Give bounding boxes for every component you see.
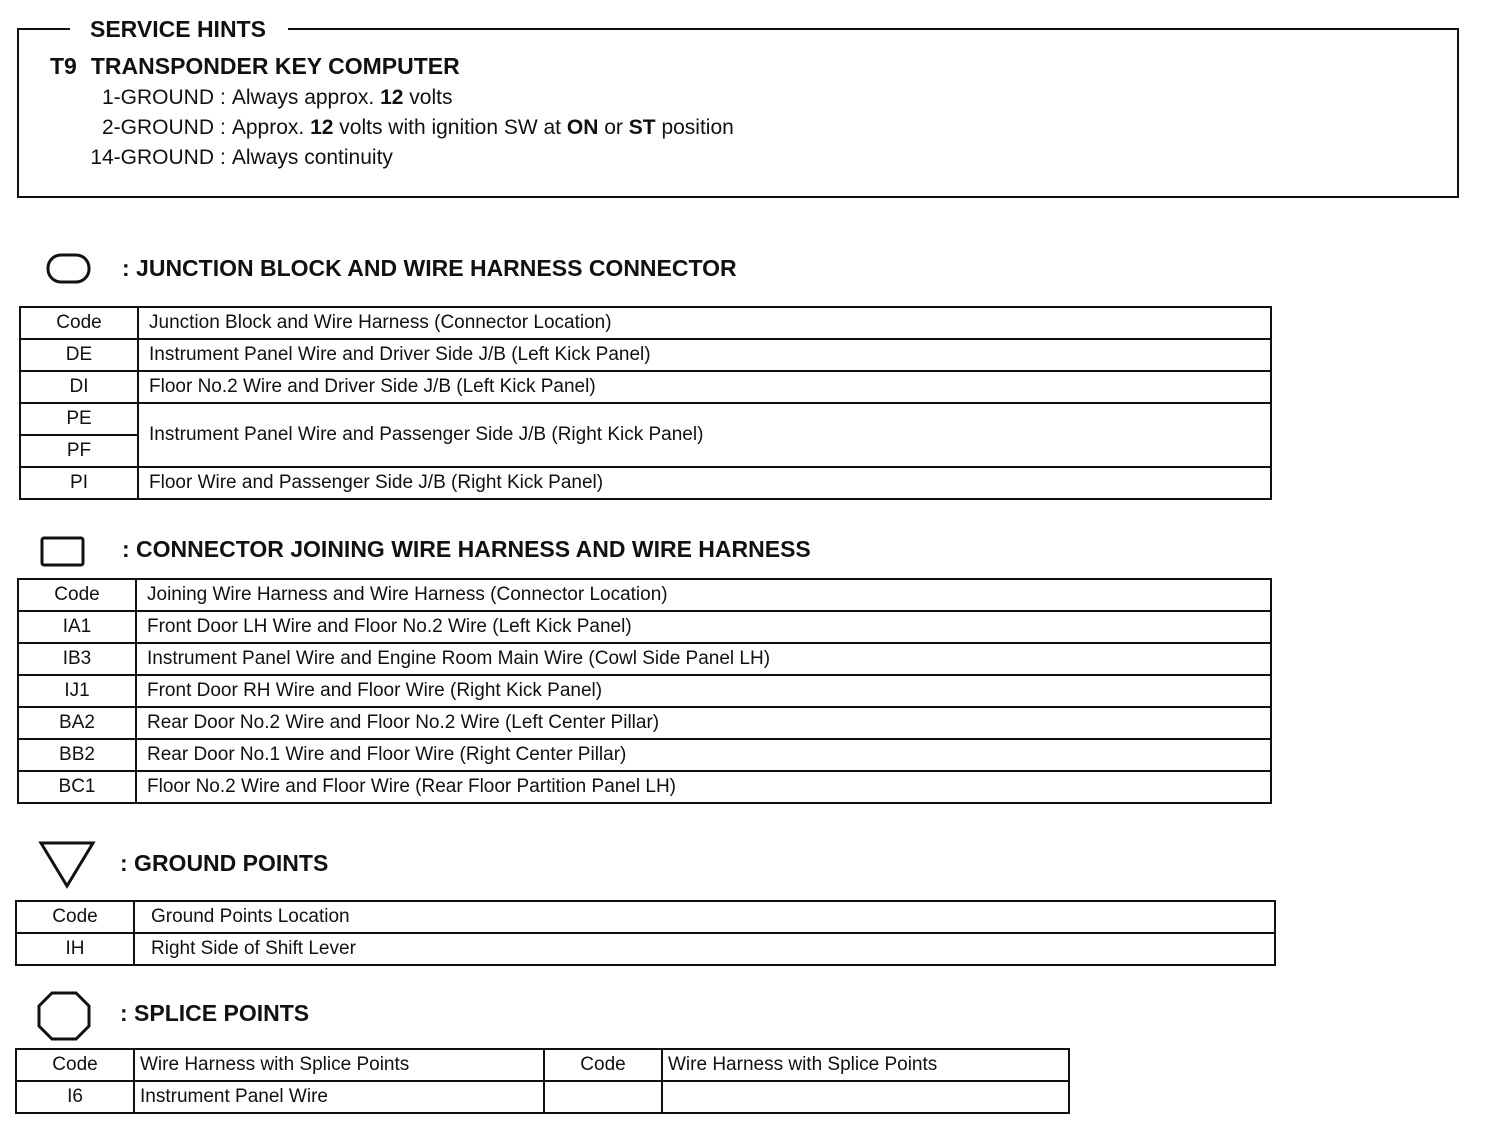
table-row (18, 643, 1271, 675)
junction-table (19, 306, 1272, 500)
component-code: T9 (50, 53, 77, 79)
table-row (20, 467, 1271, 499)
table-header-row (16, 901, 1275, 933)
service-hints-title: SERVICE HINTS (70, 16, 288, 42)
splice-table (15, 1048, 1070, 1114)
row-code: DE (20, 339, 138, 371)
header-desc: Junction Block and Wire Harness (Connector Location) (138, 307, 1271, 339)
splice-octagon-icon (36, 990, 92, 1042)
connector-table (17, 578, 1272, 804)
connector-heading: : CONNECTOR JOINING WIRE HARNESS AND WIRE HARNESS (122, 536, 811, 562)
ground-triangle-icon (38, 840, 96, 890)
hint-line-1: 1-GROUND : Always approx. 12 volts (40, 85, 452, 111)
table-header-row (20, 307, 1271, 339)
header-desc: Ground Points Location (134, 901, 1275, 933)
row-code (544, 1081, 662, 1113)
row-desc: Rear Door No.2 Wire and Floor No.2 Wire (Left Center Pillar) (136, 707, 1271, 739)
header-code: Code (544, 1049, 662, 1081)
hint-pin: 2-GROUND (101, 116, 214, 139)
header-desc: Joining Wire Harness and Wire Harness (Connector Location) (136, 579, 1271, 611)
component-name: TRANSPONDER KEY COMPUTER (90, 53, 460, 79)
header-code: Code (16, 1049, 134, 1081)
table-row (16, 933, 1275, 965)
table-header-row (16, 1049, 1069, 1081)
hint-line-2: 2-GROUND : Approx. 12 volts with ignition SW at ON or ST position (40, 115, 734, 141)
row-desc: Front Door LH Wire and Floor No.2 Wire (Left Kick Panel) (136, 611, 1271, 643)
hint-pin: 1-GROUND (101, 86, 214, 109)
table-row (16, 1081, 1069, 1113)
row-desc: Instrument Panel Wire and Engine Room Main Wire (Cowl Side Panel LH) (136, 643, 1271, 675)
row-code: IJ1 (18, 675, 136, 707)
row-desc: Floor No.2 Wire and Driver Side J/B (Left Kick Panel) (138, 371, 1271, 403)
row-code: PE (20, 403, 138, 435)
row-code: IB3 (18, 643, 136, 675)
table-row (18, 771, 1271, 803)
row-code: DI (20, 371, 138, 403)
table-row (18, 739, 1271, 771)
junction-heading: : JUNCTION BLOCK AND WIRE HARNESS CONNECTOR (122, 255, 737, 281)
row-code: BA2 (18, 707, 136, 739)
row-desc: Floor No.2 Wire and Floor Wire (Rear Floor Partition Panel LH) (136, 771, 1271, 803)
row-code: BC1 (18, 771, 136, 803)
row-desc: Floor Wire and Passenger Side J/B (Right Kick Panel) (138, 467, 1271, 499)
table-row (20, 371, 1271, 403)
row-desc (662, 1081, 1069, 1113)
component-heading (50, 53, 460, 79)
row-code: PI (20, 467, 138, 499)
row-desc: Right Side of Shift Lever (134, 933, 1275, 965)
splice-heading: : SPLICE POINTS (120, 1000, 310, 1026)
row-code: PF (20, 435, 138, 467)
row-desc: Front Door RH Wire and Floor Wire (Right Kick Panel) (136, 675, 1271, 707)
row-code: BB2 (18, 739, 136, 771)
ground-table (15, 900, 1276, 966)
hint-pin: 14-GROUND (90, 146, 214, 169)
table-row (18, 611, 1271, 643)
row-desc: Instrument Panel Wire (134, 1081, 544, 1113)
row-code: IA1 (18, 611, 136, 643)
row-desc: Instrument Panel Wire and Passenger Side J/B (Right Kick Panel) (138, 403, 1271, 467)
table-row (18, 707, 1271, 739)
table-header-row (18, 579, 1271, 611)
row-code: I6 (16, 1081, 134, 1113)
ground-heading: : GROUND POINTS (120, 850, 329, 876)
hint-line-3: 14-GROUND : Always continuity (40, 145, 393, 171)
header-desc: Wire Harness with Splice Points (662, 1049, 1069, 1081)
row-desc: Instrument Panel Wire and Driver Side J/B (Left Kick Panel) (138, 339, 1271, 371)
table-row (20, 403, 1271, 435)
table-row (18, 675, 1271, 707)
header-code: Code (16, 901, 134, 933)
row-code: IH (16, 933, 134, 965)
header-code: Code (18, 579, 136, 611)
junction-block-symbol-icon (46, 252, 92, 286)
connector-symbol-icon (40, 536, 86, 568)
table-row (20, 339, 1271, 371)
header-code: Code (20, 307, 138, 339)
header-desc: Wire Harness with Splice Points (134, 1049, 544, 1081)
row-desc: Rear Door No.1 Wire and Floor Wire (Right Center Pillar) (136, 739, 1271, 771)
